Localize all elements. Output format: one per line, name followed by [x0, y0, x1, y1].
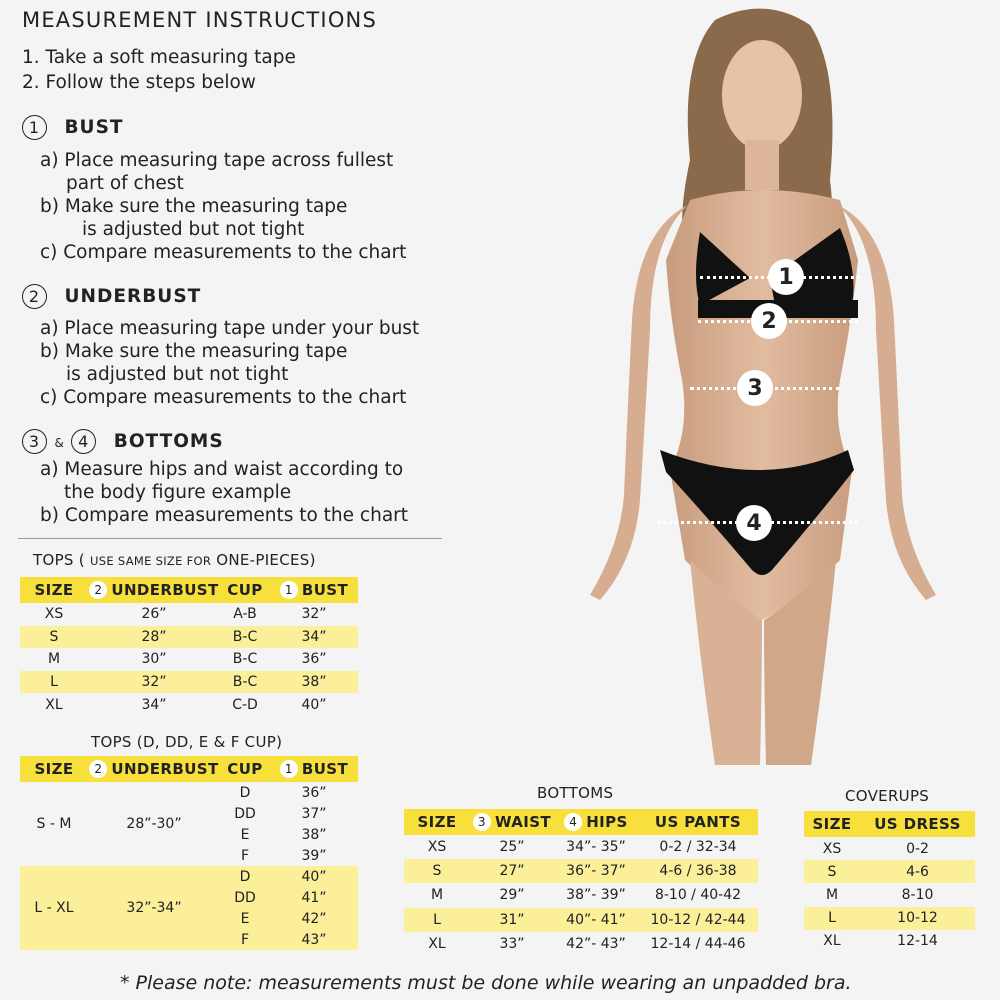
- cell-cup: A-B: [233, 606, 257, 623]
- cell-hips: 40”- 41”: [554, 908, 638, 932]
- cell-size: XS: [44, 606, 64, 623]
- cell-bust: 40”: [301, 696, 327, 713]
- table-header-row: [804, 811, 975, 837]
- marker-2-icon: 2: [751, 303, 787, 339]
- cell-underbust: 30”: [141, 651, 167, 668]
- col-bust-label: BUST: [301, 759, 349, 778]
- bust-line: is adjusted but not tight: [82, 219, 305, 240]
- cell-size: M: [825, 886, 839, 903]
- number-4-icon: 4: [71, 429, 96, 454]
- cell-underbust: 32”: [88, 671, 220, 694]
- cell-bust: 37”: [301, 805, 327, 822]
- table-row: [20, 866, 358, 887]
- table-header-row: [20, 756, 358, 782]
- col-size: SIZE: [804, 811, 860, 837]
- col-underbust: [88, 577, 220, 603]
- cell-underbust: 32”-34”: [88, 866, 220, 950]
- table-row: [404, 908, 758, 932]
- page-title: MEASUREMENT INSTRUCTIONS: [22, 8, 377, 32]
- bottoms-size-table: [404, 809, 758, 956]
- cell-size: S: [404, 859, 470, 883]
- cell-size: XS: [822, 840, 842, 857]
- bottoms-line: the body figure example: [64, 482, 292, 503]
- cell-cup: F: [220, 929, 270, 950]
- col-underbust: [88, 756, 220, 782]
- underbust-line: a) Place measuring tape under your bust: [40, 318, 420, 339]
- cell-bust: 36”: [301, 784, 327, 801]
- cell-us-dress: 0-2: [906, 840, 929, 857]
- cell-size: S: [804, 860, 860, 883]
- table-row: [804, 907, 975, 930]
- tops-title: [33, 551, 316, 569]
- number-1-icon: 1: [22, 115, 47, 140]
- bottoms-line: a) Measure hips and waist according to: [40, 459, 404, 480]
- table-row: [404, 835, 758, 859]
- tops-title-a: TOPS (: [33, 551, 85, 569]
- cell-size: L - XL: [20, 866, 88, 950]
- cell-size: XL: [45, 696, 63, 713]
- bust-line: a) Place measuring tape across fullest: [40, 150, 394, 171]
- tops-size-table: [20, 577, 358, 716]
- cell-us-pants: 8-10 / 40-42: [654, 887, 742, 904]
- cell-underbust: 28”: [88, 626, 220, 649]
- table-row: [404, 859, 758, 883]
- table-row: [804, 837, 975, 860]
- cell-underbust: 26”: [141, 606, 167, 623]
- col-bust: [270, 756, 358, 782]
- cell-waist: 33”: [499, 935, 525, 952]
- col-bust: [270, 577, 358, 603]
- coverups-size-table: [804, 811, 975, 953]
- number-2-icon: 2: [89, 760, 107, 778]
- cell-waist: 31”: [470, 908, 554, 932]
- cell-waist: 27”: [470, 859, 554, 883]
- cell-us-pants: 0-2 / 32-34: [659, 839, 737, 856]
- cell-hips: 42”- 43”: [566, 935, 626, 952]
- cell-cup: D: [220, 866, 270, 887]
- divider: [18, 538, 442, 539]
- cell-us-dress: 12-14: [897, 933, 938, 950]
- table-row: [404, 932, 758, 956]
- col-bust-label: BUST: [301, 580, 349, 599]
- underbust-line: b) Make sure the measuring tape: [40, 341, 348, 362]
- underbust-line: is adjusted but not tight: [66, 364, 289, 385]
- table-row: [20, 782, 358, 803]
- table-row: [20, 671, 358, 694]
- tops-title-c: ONE-PIECES): [216, 551, 316, 569]
- underbust-line: c) Compare measurements to the chart: [40, 387, 407, 408]
- bottoms-heading: [22, 429, 224, 454]
- cell-bust: 42”: [270, 908, 358, 929]
- number-1-icon: 1: [280, 760, 298, 778]
- coverups-title: COVERUPS: [845, 787, 930, 805]
- cell-underbust: 34”: [141, 696, 167, 713]
- cell-size: L: [804, 907, 860, 930]
- cell-us-dress: 4-6: [860, 860, 975, 883]
- cell-us-pants: 12-14 / 44-46: [650, 935, 746, 952]
- cell-bust: 32”: [301, 606, 327, 623]
- table-row: [404, 883, 758, 907]
- cell-size: S: [20, 626, 88, 649]
- cell-hips: 36”- 37”: [554, 859, 638, 883]
- cell-bust: 41”: [270, 887, 358, 908]
- number-2-icon: 2: [89, 581, 107, 599]
- cell-cup: E: [240, 826, 250, 843]
- table-header-row: [20, 577, 358, 603]
- cell-bust: 38”: [270, 671, 358, 694]
- number-2-icon: 2: [22, 284, 47, 309]
- table-row: [804, 883, 975, 906]
- col-cup: CUP: [220, 756, 270, 782]
- bottoms-title: BOTTOMS: [113, 431, 224, 452]
- cell-size: M: [47, 651, 61, 668]
- underbust-title: UNDERBUST: [64, 286, 202, 307]
- cell-size: S - M: [36, 816, 72, 832]
- col-hips: [554, 809, 638, 835]
- cell-us-dress: 8-10: [901, 886, 934, 903]
- table-row: [20, 603, 358, 626]
- cell-hips: 34”- 35”: [566, 839, 626, 856]
- bottoms-table-title: BOTTOMS: [537, 784, 614, 802]
- table-row: [804, 930, 975, 953]
- table-row: [20, 693, 358, 716]
- cell-size: L: [20, 671, 88, 694]
- marker-4-icon: 4: [736, 505, 772, 541]
- col-us-pants: US PANTS: [638, 809, 758, 835]
- marker-3-icon: 3: [737, 370, 773, 406]
- ampersand: &: [54, 436, 64, 450]
- tops-dd-title: TOPS (D, DD, E & F CUP): [91, 733, 283, 751]
- col-cup: CUP: [220, 577, 270, 603]
- cell-cup: DD: [220, 887, 270, 908]
- number-3-icon: 3: [473, 813, 491, 831]
- cell-size: XL: [823, 933, 841, 950]
- cell-waist: 25”: [499, 839, 525, 856]
- col-waist-label: WAIST: [494, 812, 552, 831]
- cell-size: L: [404, 908, 470, 932]
- col-size: SIZE: [20, 577, 88, 603]
- step-2: 2. Follow the steps below: [22, 72, 256, 93]
- step-1: 1. Take a soft measuring tape: [22, 47, 296, 68]
- table-row: [20, 648, 358, 671]
- bust-line: part of chest: [66, 173, 184, 194]
- col-hips-label: HIPS: [586, 812, 628, 831]
- col-underbust-label: UNDERBUST: [111, 759, 219, 778]
- col-us-dress: US DRESS: [860, 811, 975, 837]
- number-3-icon: 3: [22, 429, 47, 454]
- col-underbust-label: UNDERBUST: [111, 580, 219, 599]
- table-header-row: [404, 809, 758, 835]
- marker-1-icon: 1: [768, 259, 804, 295]
- cell-us-dress: 10-12: [860, 907, 975, 930]
- cell-size: M: [430, 887, 444, 904]
- cell-cup: C-D: [232, 696, 258, 713]
- cell-us-pants: 10-12 / 42-44: [638, 908, 758, 932]
- col-size: SIZE: [20, 756, 88, 782]
- cell-cup: E: [220, 908, 270, 929]
- table-row: [804, 860, 975, 883]
- cell-underbust: 28”-30”: [126, 816, 182, 832]
- bottoms-line: b) Compare measurements to the chart: [40, 505, 409, 526]
- cell-hips: 38”- 39”: [566, 887, 626, 904]
- cell-bust: 38”: [301, 826, 327, 843]
- bust-title: BUST: [64, 117, 124, 138]
- underbust-heading: [22, 284, 201, 309]
- cell-waist: 29”: [499, 887, 525, 904]
- cell-cup: DD: [234, 805, 256, 822]
- bust-line: b) Make sure the measuring tape: [40, 196, 348, 217]
- cell-bust: 39”: [301, 847, 327, 864]
- cell-bust: 34”: [270, 626, 358, 649]
- number-4-icon: 4: [564, 813, 582, 831]
- tops-dd-size-table: [20, 756, 358, 950]
- bust-line: c) Compare measurements to the chart: [40, 242, 407, 263]
- col-size: SIZE: [404, 809, 470, 835]
- bust-heading: [22, 115, 124, 140]
- tops-title-b: USE SAME SIZE FOR: [90, 554, 212, 568]
- number-1-icon: 1: [280, 581, 298, 599]
- cell-cup: B-C: [232, 651, 258, 668]
- cell-cup: B-C: [220, 626, 270, 649]
- cell-cup: D: [239, 784, 251, 801]
- col-waist: [470, 809, 554, 835]
- footnote: * Please note: measurements must be done while wearing an unpadded bra.: [120, 972, 852, 994]
- cell-size: XS: [427, 839, 447, 856]
- cell-bust: 43”: [270, 929, 358, 950]
- cell-bust: 40”: [270, 866, 358, 887]
- cell-us-pants: 4-6 / 36-38: [638, 859, 758, 883]
- table-row: [20, 626, 358, 649]
- cell-cup: F: [240, 847, 250, 864]
- cell-cup: B-C: [220, 671, 270, 694]
- cell-size: XL: [428, 935, 446, 952]
- cell-bust: 36”: [301, 651, 327, 668]
- model-photo: [540, 0, 940, 765]
